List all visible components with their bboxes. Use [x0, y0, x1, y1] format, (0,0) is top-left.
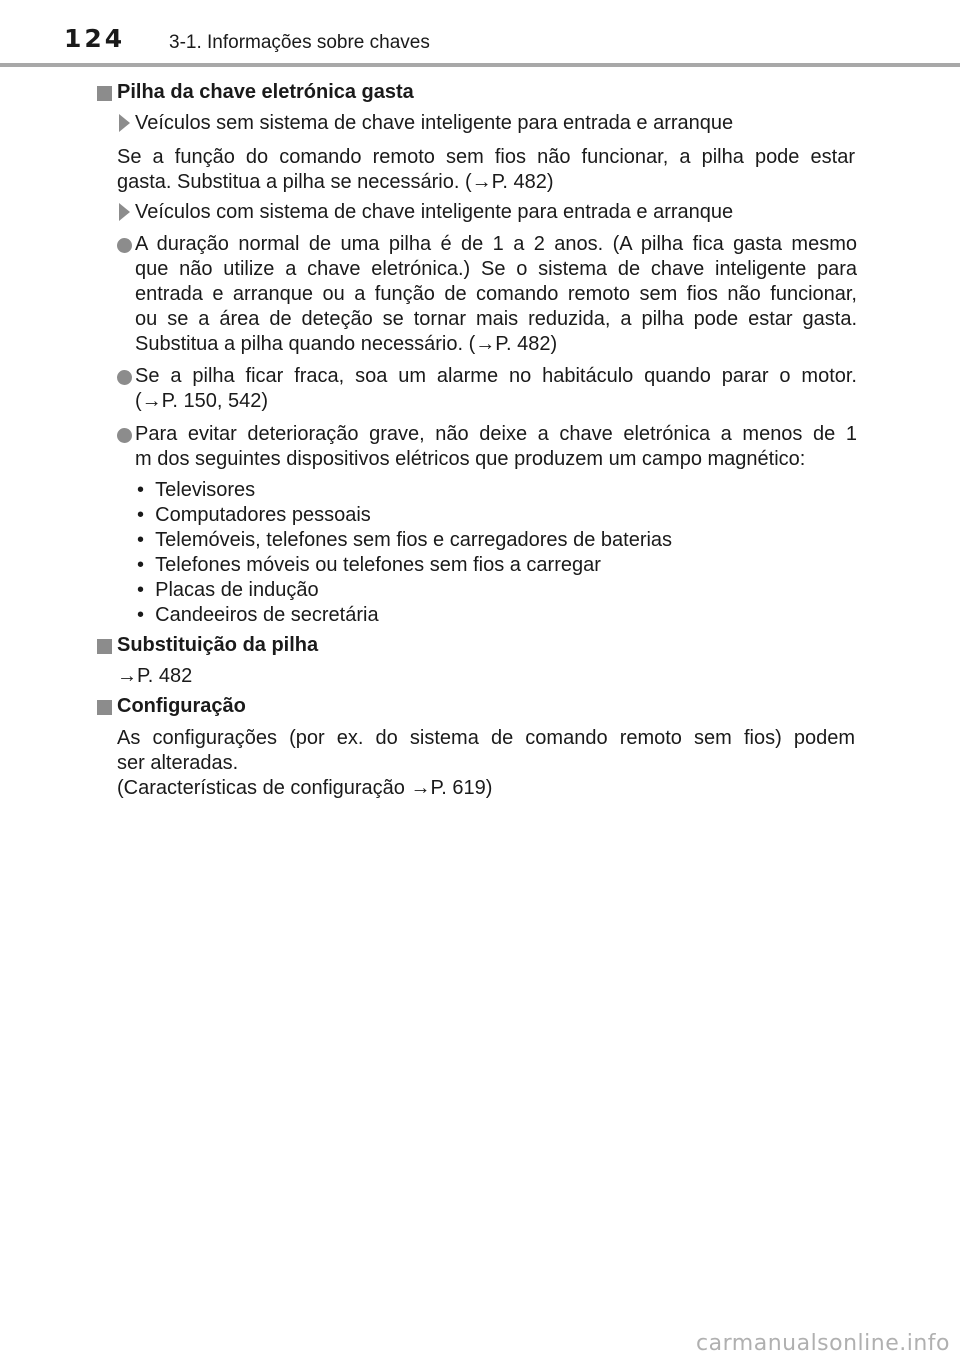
- bullet-line: entrada e arranque ou a função de comando remoto sem fios não funcionar,: [135, 283, 857, 305]
- list-item: • Candeeiros de secretária: [137, 604, 379, 626]
- circle-bullet-icon: [117, 370, 132, 385]
- watermark: carmanualsonline.info: [696, 1331, 950, 1356]
- bullet-line: Se a pilha ficar fraca, soa um alarme no habitáculo quando parar o motor.: [135, 365, 857, 387]
- circle-bullet-icon: [117, 238, 132, 253]
- page-number: 124: [64, 24, 126, 53]
- paragraph-line: gasta. Substitua a pilha se necessário. (→P. 482): [117, 171, 554, 193]
- square-bullet-icon: [97, 86, 112, 101]
- subheading-smart-key: Veículos com sistema de chave inteligente para entrada e arranque: [135, 201, 734, 223]
- bullet-line: Substitua a pilha quando necessário. (→P. 482): [135, 333, 558, 355]
- heading-battery: Pilha da chave eletrónica gasta: [117, 81, 414, 103]
- bullet-line: m dos seguintes dispositivos elétricos que produzem um campo magnético:: [135, 448, 806, 470]
- square-bullet-icon: [97, 639, 112, 654]
- list-item: • Televisores: [137, 479, 256, 501]
- page-reference-link[interactable]: →P. 482: [117, 665, 193, 687]
- page-header: [0, 0, 960, 68]
- list-item: • Computadores pessoais: [137, 504, 371, 526]
- list-item: • Placas de indução: [137, 579, 319, 601]
- bullet-line: Para evitar deterioração grave, não deixe a chave eletrónica a menos de 1: [135, 423, 857, 445]
- paragraph-line: Se a função do comando remoto sem fios não funcionar, a pilha pode estar: [117, 146, 855, 168]
- heading-configuration: Configuração: [117, 695, 246, 717]
- bullet-line: ou se a área de deteção se tornar mais reduzida, a pilha pode estar gasta.: [135, 308, 857, 330]
- paragraph-line: As configurações (por ex. do sistema de comando remoto sem fios) podem: [117, 727, 855, 749]
- square-bullet-icon: [97, 700, 112, 715]
- triangle-bullet-icon: [119, 114, 130, 132]
- header-divider: [0, 63, 960, 67]
- triangle-bullet-icon: [119, 203, 130, 221]
- bullet-line: (→P. 150, 542): [135, 390, 269, 412]
- paragraph-line: (Características de configuração →P. 619): [117, 777, 493, 799]
- subheading-no-smart-key: Veículos sem sistema de chave inteligente para entrada e arranque: [135, 112, 734, 134]
- heading-replacement: Substituição da pilha: [117, 634, 319, 656]
- list-item: • Telefones móveis ou telefones sem fios a carregar: [137, 554, 601, 576]
- circle-bullet-icon: [117, 428, 132, 443]
- paragraph-line: ser alteradas.: [117, 752, 239, 774]
- bullet-line: A duração normal de uma pilha é de 1 a 2 anos. (A pilha fica gasta mesmo: [135, 233, 857, 255]
- section-title: 3-1. Informações sobre chaves: [169, 32, 430, 53]
- bullet-line: que não utilize a chave eletrónica.) Se o sistema de chave inteligente para: [135, 258, 857, 280]
- list-item: • Telemóveis, telefones sem fios e carregadores de baterias: [137, 529, 673, 551]
